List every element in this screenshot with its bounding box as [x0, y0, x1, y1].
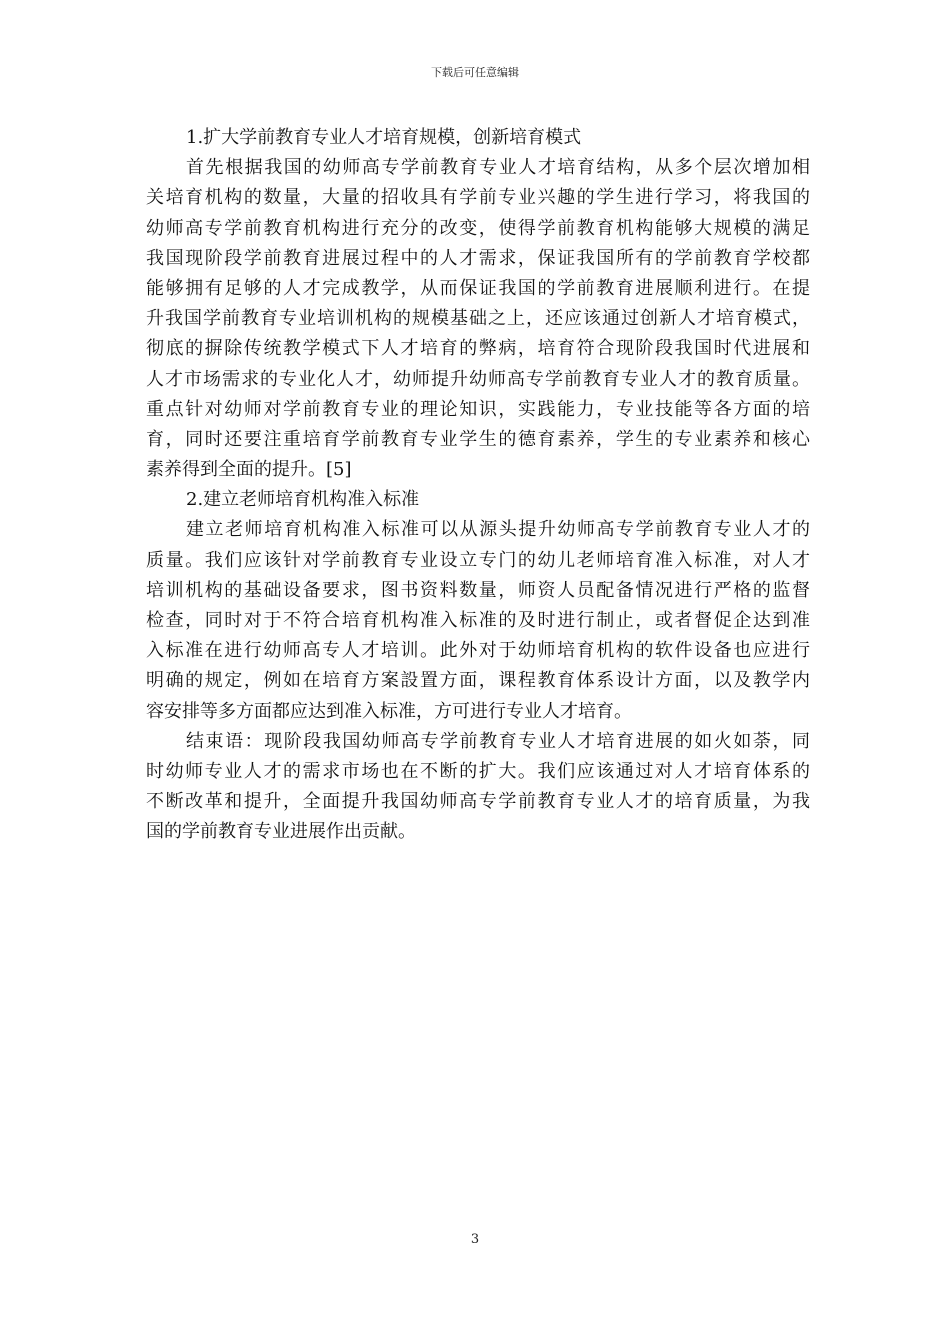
paragraph-line: 关培育机构的数量，大量的招收具有学前专业兴趣的学生进行学习，将我国的 — [146, 187, 810, 209]
paragraph-line: 质量。我们应该针对学前教育专业设立专门的幼儿老师培育准入标准，对人才 — [146, 549, 810, 571]
paragraph-line: 培训机构的基础设备要求，图书资料数量，师资人员配备情况进行严格的监督 — [146, 579, 810, 601]
document-body — [146, 126, 810, 851]
section-heading-2: 2.建立老师培育机构准入标准 — [186, 489, 420, 511]
paragraph-line: 能够拥有足够的人才完成教学，从而保证我国的学前教育进展顺利进行。在提 — [146, 277, 810, 299]
paragraph-line: 幼师高专学前教育机构进行充分的改变，使得学前教育机构能够大规模的满足 — [146, 217, 810, 239]
conclusion-line: 时幼师专业人才的需求市场也在不断的扩大。我们应该通过对人才培育体系的 — [146, 760, 810, 782]
paragraph-line: 重点针对幼师对学前教育专业的理论知识，实践能力，专业技能等各方面的培 — [146, 398, 810, 420]
paragraph-line: 人才市场需求的专业化人才，幼师提升幼师高专学前教育专业人才的教育质量。 — [146, 368, 810, 390]
conclusion-line-last: 国的学前教育专业进展作出贡献。 — [146, 821, 416, 843]
paragraph-line: 首先根据我国的幼师高专学前教育专业人才培育结构，从多个层次增加相 — [186, 157, 810, 179]
paragraph-line: 建立老师培育机构准入标准可以从源头提升幼师高专学前教育专业人才的 — [186, 519, 810, 541]
paragraph-line: 检查，同时对于不符合培育机构准入标准的及时进行制止，或者督促企达到准 — [146, 610, 810, 631]
paragraph-line-last: 容安排等多方面都应达到准入标准，方可进行专业人才培育。 — [146, 700, 632, 722]
paragraph-line: 明确的规定，例如在培育方案設置方面，课程教育体系设计方面，以及教学内 — [146, 670, 810, 692]
paragraph-line: 升我国学前教育专业培训机构的规模基础之上，还应该通过创新人才培育模式， — [146, 308, 810, 330]
page-header: 下载后可任意编辑 — [431, 66, 519, 79]
section-heading-1: 1.扩大学前教育专业人才培育规模，创新培育模式 — [186, 127, 582, 148]
paragraph-line: 入标准在进行幼师高专人才培训。此外对于幼师培育机构的软件设备也应进行 — [146, 640, 810, 662]
page-number: 3 — [470, 1232, 480, 1247]
paragraph-line: 我国现阶段学前教育进展过程中的人才需求，保证我国所有的学前教育学校都 — [146, 247, 810, 269]
conclusion-line: 结束语：现阶段我国幼师高专学前教育专业人才培育进展的如火如荼，同 — [186, 730, 810, 752]
conclusion-line: 不断改革和提升，全面提升我国幼师高专学前教育专业人才的培育质量，为我 — [146, 791, 810, 813]
paragraph-line: 育，同时还要注重培育学前教育专业学生的德育素养，学生的专业素养和核心 — [146, 428, 810, 450]
paragraph-line: 彻底的摒除传统教学模式下人才培育的弊病，培育符合现阶段我国时代进展和 — [146, 338, 810, 360]
paragraph-line-last: 素养得到全面的提升。[5] — [146, 459, 352, 481]
